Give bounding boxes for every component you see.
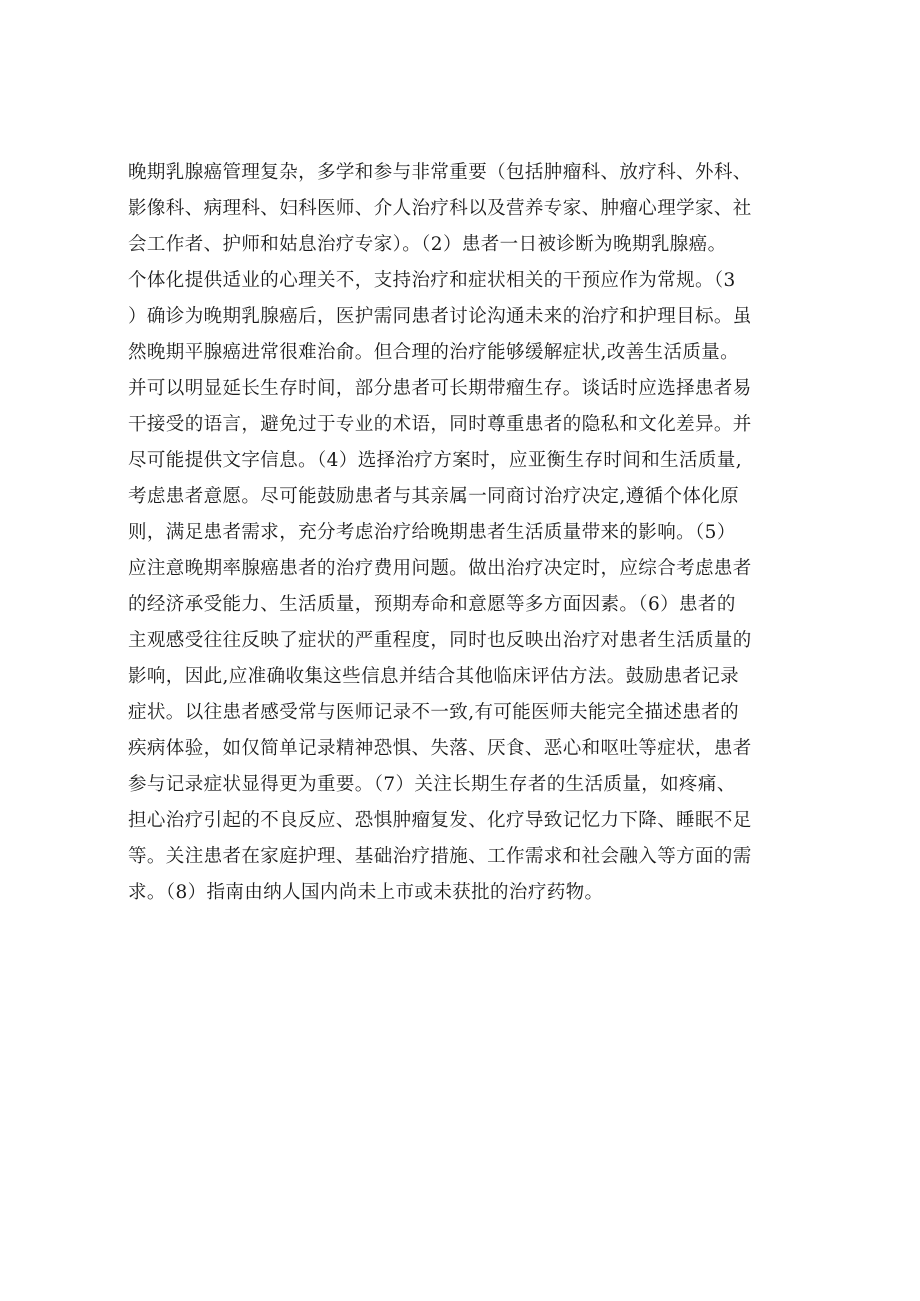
text-line: 主观感受往往反映了症状的严重程度，同时也反映出治疗对患者生活质量的 xyxy=(128,630,752,651)
text-line: 并可以明显延长生存时间，部分患者可长期带瘤生存。谈话时应选择患者易 xyxy=(128,378,752,399)
text-line: 影像科、病理科、妇科医师、介人治疗科以及营养专家、肿瘤心理学家、社 xyxy=(128,198,752,219)
text-line: 等。关注患者在家庭护理、基础治疗措施、工作需求和社会融入等方面的需 xyxy=(128,846,752,867)
text-line: 会工作者、护师和姑息治疗专家）。（2）患者一日被诊断为晚期乳腺癌。 xyxy=(128,234,727,255)
text-line: 疾病体验，如仅简单记录精神恐惧、失落、厌食、恶心和呕吐等症状，患者 xyxy=(128,738,752,759)
text-line: 求。（8）指南由纳人国内尚未上市或未获批的治疗药物。 xyxy=(128,882,604,903)
text-line: 个体化提供适业的心理关不，支持治疗和症状相关的干预应作为常规。（3 xyxy=(128,270,736,291)
text-line: 担心治疗引起的不良反应、恐惧肿瘤复发、化疗导致记忆力下降、睡眠不足 xyxy=(128,810,752,831)
text-line: 的经济承受能力、生活质量，预期寿命和意愿等多方面因素。（6）患者的 xyxy=(128,594,736,615)
text-line: 症状。以往患者感受常与医师记录不一致,有可能医师夫能完全描述患者的 xyxy=(128,702,740,723)
text-line: 晚期乳腺癌管理复杂，多学和参与非常重要（包括肿瘤科、放疗科、外科、 xyxy=(128,162,752,183)
text-line: 考虑患者意愿。尽可能鼓励患者与其亲属一同商讨治疗决定,遵循个体化原 xyxy=(128,486,740,507)
body-text xyxy=(128,155,808,911)
text-line: 影响，因此,应准确收集这些信息并结合其他临床评估方法。鼓励患者记录 xyxy=(128,666,740,687)
text-line: 参与记录症状显得更为重要。（7）关注长期生存者的生活质量，如疼痛、 xyxy=(128,774,736,795)
text-line: 然晚期平腺癌进常很难治俞。但合理的治疗能够缓解症状,改善生活质量。 xyxy=(128,342,740,363)
text-line: 应注意晚期率腺癌患者的治疗费用问题。做出治疗决定时，应综合考虑患者 xyxy=(128,558,752,579)
text-line: ）确诊为晚期乳腺癌后，医护需同患者讨论沟通未来的治疗和护理目标。虽 xyxy=(128,306,752,327)
text-line: 干接受的语言，避免过于专业的术语，同时尊重患者的隐私和文化差异。并 xyxy=(128,414,752,435)
text-line: 尽可能提供文字信息。（4）选择治疗方案时，应亚衡生存时间和生活质量, xyxy=(128,450,743,471)
text-line: 则，满足患者需求，充分考虑治疗给晚期患者生活质量带来的影响。（5） xyxy=(128,522,736,543)
